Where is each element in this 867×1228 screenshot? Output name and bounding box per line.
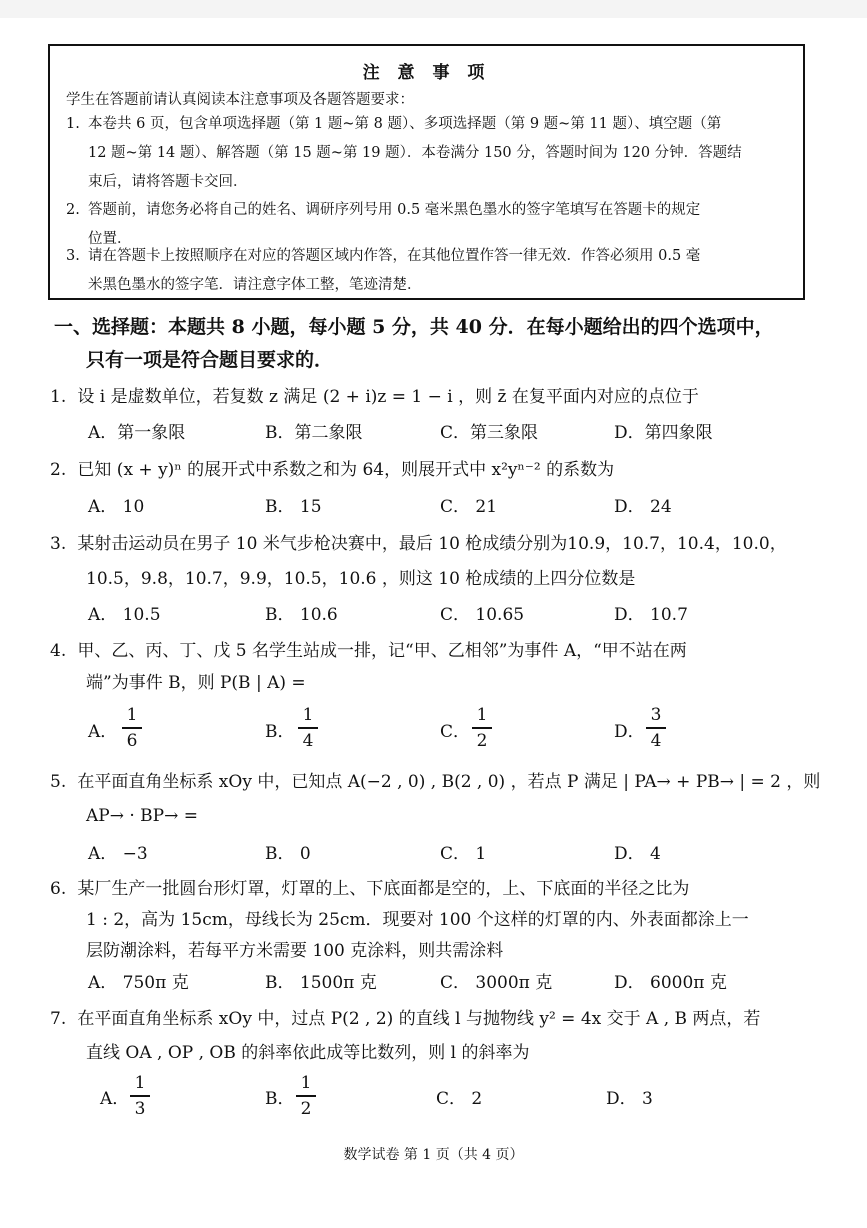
option-b-label: B． bbox=[265, 722, 295, 742]
fraction-bar bbox=[122, 727, 142, 729]
numerator: 1 bbox=[300, 1073, 312, 1093]
option-c: C．第三象限 bbox=[440, 423, 539, 443]
question-text: 甲、乙、丙、丁、戊 5 名学生站成一排，记“甲、乙相邻”为事件 A，“甲不站在两 bbox=[77, 641, 687, 661]
denominator: 4 bbox=[302, 730, 314, 751]
fraction-bar bbox=[296, 1095, 316, 1097]
question-1 bbox=[50, 382, 699, 407]
notice-item-line: 位置． bbox=[88, 231, 132, 247]
option-b-fraction bbox=[296, 1072, 316, 1120]
option-b: B． 1500π 克 bbox=[265, 973, 377, 993]
numerator: 1 bbox=[126, 705, 138, 725]
option-c: C． 3000π 克 bbox=[440, 973, 553, 993]
question-number: 1. bbox=[50, 387, 67, 407]
question-text-cont: 层防潮涂料，若每平方米需要 100 克涂料，则共需涂料 bbox=[86, 941, 504, 961]
numerator: 1 bbox=[134, 1073, 146, 1093]
notice-item-line: 米黑色墨水的签字笔．请注意字体工整，笔迹清楚． bbox=[88, 277, 422, 293]
question-number: 3. bbox=[50, 534, 67, 554]
question-6 bbox=[50, 874, 689, 899]
question-4 bbox=[50, 636, 687, 661]
option-b: B．第二象限 bbox=[265, 423, 363, 443]
section-heading: 一、选择题：本题共 8 小题，每小题 5 分，共 40 分．在每小题给出的四个选项中， bbox=[54, 316, 774, 338]
option-a: A．第一象限 bbox=[88, 423, 186, 443]
question-text-cont: 1 : 2，高为 15cm，母线长为 25cm．现要对 100 个这样的灯罩的内、外表面都涂上一 bbox=[86, 910, 749, 930]
option-b-fraction bbox=[298, 704, 318, 752]
notice-item-number: 2. bbox=[66, 202, 80, 218]
option-d: D． 10.7 bbox=[614, 605, 688, 625]
option-d: D． 24 bbox=[614, 497, 672, 517]
question-text: 已知 (x + y)ⁿ 的展开式中系数之和为 64，则展开式中 x²yⁿ⁻² 的系数为 bbox=[77, 460, 615, 480]
option-a: A． −3 bbox=[88, 844, 148, 864]
notice-title: 注 意 事 项 bbox=[362, 63, 491, 83]
option-a: A． 10.5 bbox=[88, 605, 161, 625]
question-text: 在平面直角坐标系 xOy 中，过点 P(2 , 2) 的直线 l 与抛物线 y² = 4x 交于 A , B 两点，若 bbox=[77, 1009, 761, 1029]
page-footer: 数学试卷 第 1 页（共 4 页） bbox=[343, 1147, 524, 1163]
question-text: 某厂生产一批圆台形灯罩，灯罩的上、下底面都是空的，上、下底面的半径之比为 bbox=[77, 879, 690, 899]
notice-item-line: 12 题~第 14 题）、解答题（第 15 题~第 19 题）．本卷满分 150 分，答题时间为 120 分钟．答题结 bbox=[88, 145, 742, 161]
denominator: 3 bbox=[134, 1098, 146, 1119]
question-2 bbox=[50, 455, 614, 480]
question-text-cont: AP→ · BP→ = bbox=[86, 806, 198, 826]
notice-item-line: 答题前，请您务必将自己的姓名、调研序列号用 0.5 毫米黑色墨水的签字笔填写在答题卡的规定 bbox=[88, 202, 701, 218]
notice-item-1 bbox=[66, 110, 788, 197]
denominator: 4 bbox=[650, 730, 662, 751]
denominator: 2 bbox=[476, 730, 488, 751]
numerator: 1 bbox=[476, 705, 488, 725]
question-text: 在平面直角坐标系 xOy 中，已知点 A(−2 , 0) , B(2 , 0) ，若点 P 满足 | PA→ + PB→ | = 2 ，则 bbox=[77, 772, 821, 792]
option-c-label: C． bbox=[440, 722, 471, 742]
question-number: 7. bbox=[50, 1009, 67, 1029]
option-d: D． 3 bbox=[606, 1089, 653, 1109]
question-number: 4. bbox=[50, 641, 67, 661]
notice-item-line: 束后，请将答题卡交回． bbox=[88, 174, 248, 190]
option-c: C． 2 bbox=[436, 1089, 483, 1109]
question-number: 5. bbox=[50, 772, 67, 792]
denominator: 2 bbox=[300, 1098, 312, 1119]
option-a-fraction bbox=[130, 1072, 150, 1120]
option-d: D． 4 bbox=[614, 844, 661, 864]
option-d-fraction bbox=[646, 704, 666, 752]
fraction-bar bbox=[472, 727, 492, 729]
notice-item-number: 3. bbox=[66, 248, 80, 264]
question-number: 6. bbox=[50, 879, 67, 899]
question-5 bbox=[50, 767, 820, 792]
option-d: D．第四象限 bbox=[614, 423, 713, 443]
fraction-bar bbox=[646, 727, 666, 729]
notice-item-line: 请在答题卡上按照顺序在对应的答题区域内作答，在其他位置作答一律无效．作答必须用 0.5 毫 bbox=[88, 248, 701, 264]
numerator: 3 bbox=[650, 705, 662, 725]
question-text-cont: 端”为事件 B，则 P(B | A) = bbox=[86, 673, 306, 693]
notice-box bbox=[48, 44, 805, 300]
section-heading-cont: 只有一项是符合题目要求的． bbox=[86, 349, 334, 371]
notice-intro: 学生在答题前请认真阅读本注意事项及各题答题要求： bbox=[66, 92, 414, 108]
option-c: C． 1 bbox=[440, 844, 487, 864]
denominator: 6 bbox=[126, 730, 138, 751]
notice-item-line: 本卷共 6 页，包含单项选择题（第 1 题~第 8 题）、多项选择题（第 9 题~第 11 题）、填空题（第 bbox=[88, 116, 722, 132]
fraction-bar bbox=[130, 1095, 150, 1097]
notice-item-number: 1. bbox=[66, 116, 80, 132]
option-d-label: D． bbox=[614, 722, 645, 742]
notice-item-3 bbox=[66, 242, 788, 300]
question-text-cont: 直线 OA , OP , OB 的斜率依此成等比数列，则 l 的斜率为 bbox=[86, 1043, 530, 1063]
option-c: C． 10.65 bbox=[440, 605, 525, 625]
option-c-fraction bbox=[472, 704, 492, 752]
option-b: B． 10.6 bbox=[265, 605, 338, 625]
question-number: 2. bbox=[50, 460, 67, 480]
option-a-label: A． bbox=[100, 1089, 130, 1109]
question-text: 设 i 是虚数单位，若复数 z 满足 (2 + i)z = 1 − i ，则 z̄ 在复平面内对应的点位于 bbox=[77, 387, 699, 407]
fraction-bar bbox=[298, 727, 318, 729]
option-c: C． 21 bbox=[440, 497, 498, 517]
option-b: B． 15 bbox=[265, 497, 322, 517]
question-text: 某射击运动员在男子 10 米气步枪决赛中，最后 10 枪成绩分别为10.9，10.7，10.4，10.0， bbox=[77, 534, 787, 554]
option-b-label: B． bbox=[265, 1089, 295, 1109]
question-text-cont: 10.5，9.8，10.7，9.9，10.5，10.6 ，则这 10 枪成绩的上四分位数是 bbox=[86, 569, 636, 589]
option-a-label: A． bbox=[88, 722, 118, 742]
numerator: 1 bbox=[302, 705, 314, 725]
option-a: A． 750π 克 bbox=[88, 973, 189, 993]
scan-edge bbox=[0, 0, 867, 18]
option-b: B． 0 bbox=[265, 844, 311, 864]
option-d: D． 6000π 克 bbox=[614, 973, 727, 993]
question-3 bbox=[50, 529, 787, 554]
option-a-fraction bbox=[122, 704, 142, 752]
option-a: A． 10 bbox=[88, 497, 145, 517]
question-7 bbox=[50, 1004, 760, 1029]
